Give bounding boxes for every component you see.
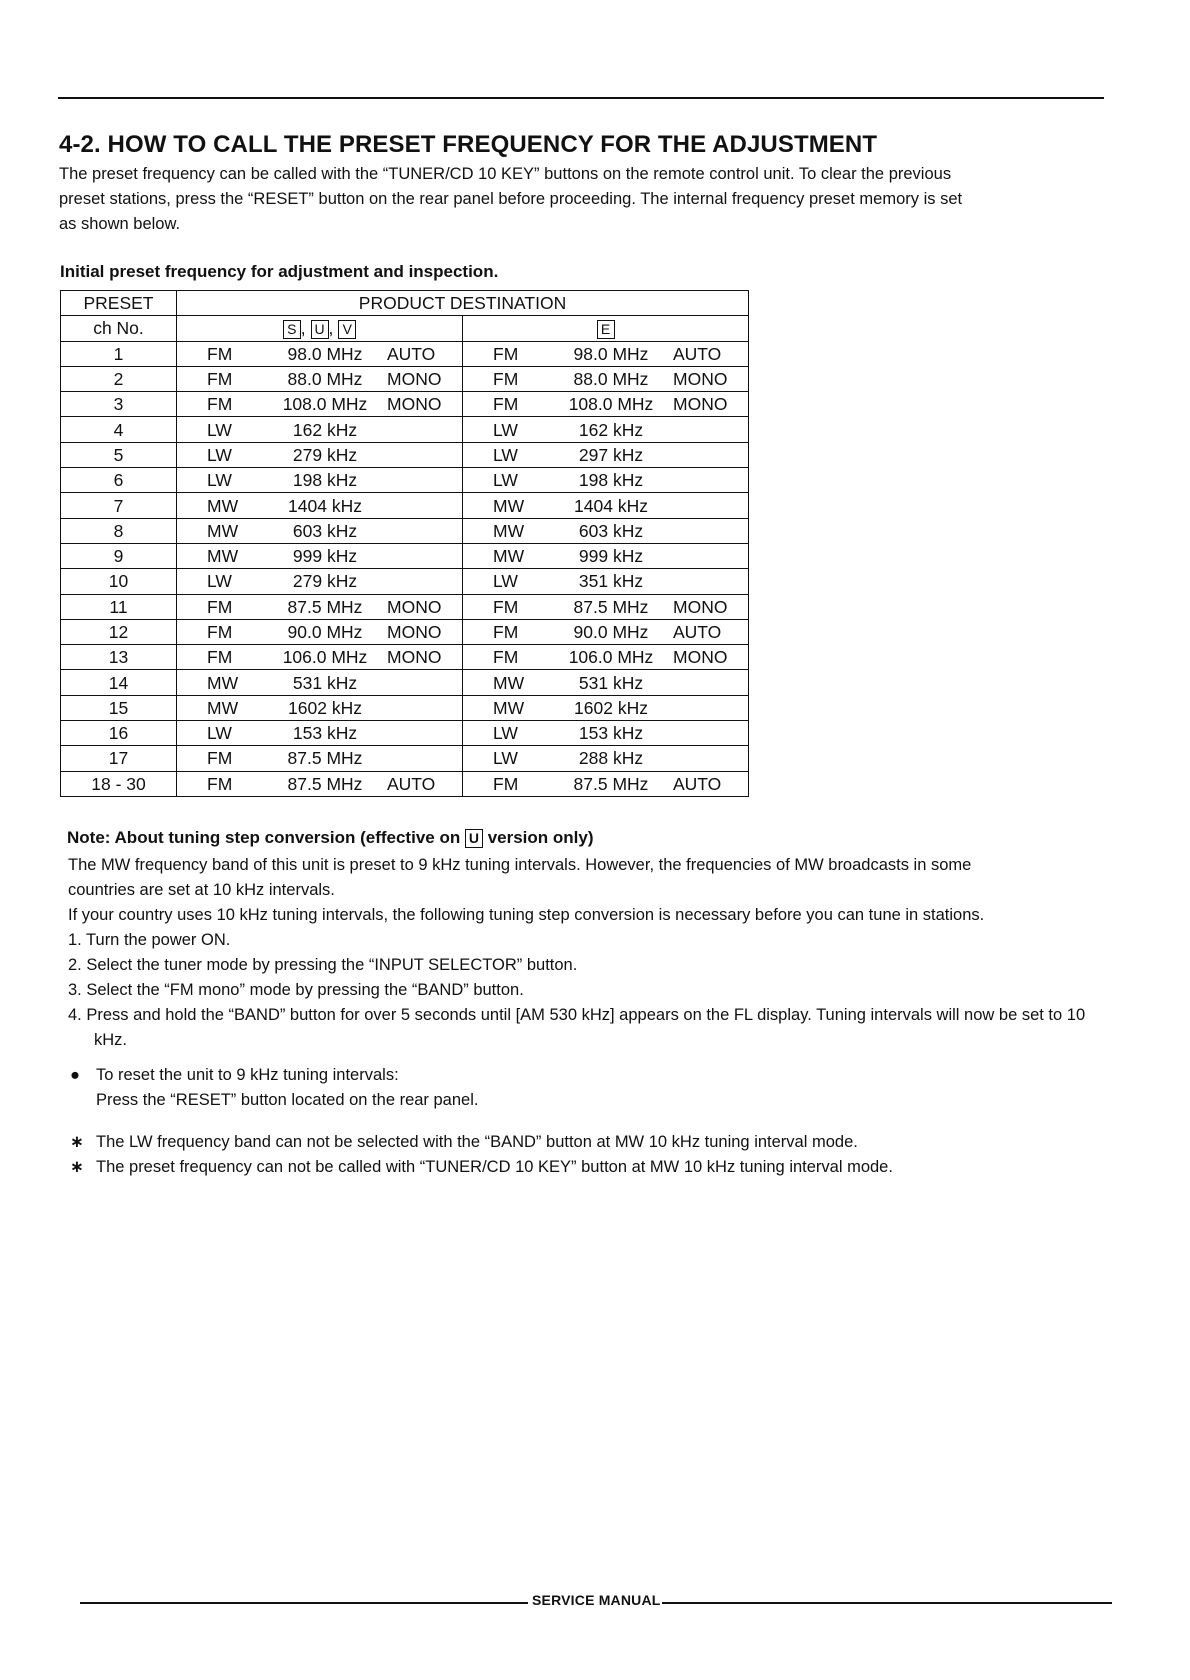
caution-text: The LW frequency band can not be selected with the “BAND” button at MW 10 kHz tuning interval mode. [96,1133,858,1151]
frequency-e: 999 kHz [555,543,667,568]
table-row [61,493,749,518]
mode-suv [381,493,463,518]
table-row [61,695,749,720]
step-item: 1. Turn the power ON. [68,931,231,949]
table-row [61,746,749,771]
frequency-e: 88.0 MHz [555,366,667,391]
frequency-suv: 1602 kHz [269,695,381,720]
table-row [61,468,749,493]
dest-code-e: E [597,320,615,339]
table-row [61,594,749,619]
mode-suv [381,468,463,493]
band-e: LW [463,442,556,467]
mode-suv [381,569,463,594]
preset-ch-no: 5 [61,442,177,467]
frequency-suv: 106.0 MHz [269,645,381,670]
mode-suv [381,518,463,543]
preset-ch-no: 3 [61,392,177,417]
frequency-suv: 999 kHz [269,543,381,568]
table-row [61,442,749,467]
footer-rule-left [80,1602,528,1604]
band-suv: LW [177,468,270,493]
mode-suv [381,442,463,467]
band-e: FM [463,619,556,644]
mode-e [667,746,749,771]
band-suv: MW [177,493,270,518]
band-suv: MW [177,518,270,543]
section-heading: 4-2. HOW TO CALL THE PRESET FREQUENCY FOR THE ADJUSTMENT [59,131,878,158]
mode-suv: MONO [381,366,463,391]
frequency-e: 1602 kHz [555,695,667,720]
frequency-suv: 87.5 MHz [269,771,381,796]
mode-e [667,569,749,594]
header-destination-suv [177,316,463,341]
note-dest-code-u: U [465,829,483,848]
frequency-e: 106.0 MHz [555,645,667,670]
note-paragraph [68,853,971,903]
frequency-e: 297 kHz [555,442,667,467]
mode-e [667,695,749,720]
footer-rule-right [662,1602,1112,1604]
preset-ch-no: 7 [61,493,177,518]
table-row [61,721,749,746]
dest-code-u: U [311,320,329,339]
mode-suv [381,695,463,720]
mode-suv: MONO [381,619,463,644]
band-suv: FM [177,594,270,619]
band-e: FM [463,366,556,391]
header-ch-no: ch No. [61,316,177,341]
frequency-suv: 87.5 MHz [269,594,381,619]
band-suv: LW [177,721,270,746]
preset-ch-no: 17 [61,746,177,771]
frequency-suv: 198 kHz [269,468,381,493]
frequency-e: 1404 kHz [555,493,667,518]
preset-ch-no: 2 [61,366,177,391]
preset-ch-no: 6 [61,468,177,493]
caution-text: The preset frequency can not be called with “TUNER/CD 10 KEY” button at MW 10 kHz tuning interval mode. [96,1158,893,1176]
band-suv: FM [177,341,270,366]
band-e: LW [463,417,556,442]
frequency-suv: 279 kHz [269,442,381,467]
table-row [61,366,749,391]
step-item: 3. Select the “FM mono” mode by pressing the “BAND” button. [68,981,524,999]
frequency-suv: 98.0 MHz [269,341,381,366]
preset-ch-no: 18 - 30 [61,771,177,796]
band-e: MW [463,543,556,568]
frequency-e: 603 kHz [555,518,667,543]
table-row [61,341,749,366]
header-preset: PRESET [61,291,177,316]
frequency-e: 198 kHz [555,468,667,493]
mode-e [667,442,749,467]
frequency-suv: 162 kHz [269,417,381,442]
mode-e: AUTO [667,771,749,796]
band-e: MW [463,518,556,543]
preset-ch-no: 13 [61,645,177,670]
frequency-suv: 108.0 MHz [269,392,381,417]
header-product-destination: PRODUCT DESTINATION [177,291,749,316]
mode-e [667,721,749,746]
frequency-e: 531 kHz [555,670,667,695]
reset-instruction [70,1063,478,1113]
reset-line: To reset the unit to 9 kHz tuning intervals: [96,1066,399,1084]
frequency-suv: 279 kHz [269,569,381,594]
band-suv: MW [177,695,270,720]
table-subheader-row [61,316,749,341]
band-e: FM [463,771,556,796]
intro-paragraph [59,162,1119,237]
band-e: LW [463,746,556,771]
band-e: FM [463,341,556,366]
preset-ch-no: 1 [61,341,177,366]
table-row [61,543,749,568]
mode-suv [381,746,463,771]
preset-ch-no: 11 [61,594,177,619]
band-suv: FM [177,392,270,417]
frequency-e: 90.0 MHz [555,619,667,644]
preset-ch-no: 8 [61,518,177,543]
table-row [61,569,749,594]
frequency-e: 288 kHz [555,746,667,771]
dest-separator: , [328,318,334,339]
preset-frequency-table [60,290,749,797]
table-row [61,417,749,442]
frequency-suv: 603 kHz [269,518,381,543]
intro-line: The preset frequency can be called with the “TUNER/CD 10 KEY” buttons on the remote control unit. To clear the previous [59,165,952,183]
caution-item [70,1130,858,1155]
frequency-e: 162 kHz [555,417,667,442]
band-e: LW [463,569,556,594]
note-title-text-end: version only) [487,828,594,847]
intro-line: preset stations, press the “RESET” button on the rear panel before proceeding. The internal frequency preset memory is set [59,190,963,208]
band-e: FM [463,645,556,670]
note-title [67,828,594,848]
mode-suv: MONO [381,594,463,619]
mode-e [667,543,749,568]
table-row [61,518,749,543]
asterisk-icon: ∗ [70,1158,84,1176]
preset-ch-no: 9 [61,543,177,568]
frequency-e: 87.5 MHz [555,771,667,796]
band-suv: FM [177,645,270,670]
band-e: LW [463,468,556,493]
band-e: LW [463,721,556,746]
preset-ch-no: 14 [61,670,177,695]
band-suv: FM [177,771,270,796]
mode-suv: AUTO [381,341,463,366]
band-e: MW [463,493,556,518]
band-suv: FM [177,746,270,771]
note-line: The MW frequency band of this unit is preset to 9 kHz tuning intervals. However, the frequencies of MW broadcasts in some [68,856,972,874]
frequency-suv: 87.5 MHz [269,746,381,771]
table-row [61,670,749,695]
frequency-e: 98.0 MHz [555,341,667,366]
note-line: countries are set at 10 kHz intervals. [68,881,335,899]
mode-e: MONO [667,392,749,417]
frequency-e: 87.5 MHz [555,594,667,619]
frequency-e: 108.0 MHz [555,392,667,417]
step-item: 2. Select the tuner mode by pressing the “INPUT SELECTOR” button. [68,956,578,974]
preset-ch-no: 4 [61,417,177,442]
band-e: MW [463,695,556,720]
mode-suv [381,417,463,442]
mode-suv: AUTO [381,771,463,796]
table-header-row [61,291,749,316]
dest-code-s: S [283,320,301,339]
table-row [61,771,749,796]
mode-suv: MONO [381,392,463,417]
frequency-e: 351 kHz [555,569,667,594]
mode-suv: MONO [381,645,463,670]
preset-ch-no: 10 [61,569,177,594]
mode-suv [381,721,463,746]
mode-e: MONO [667,594,749,619]
table-title: Initial preset frequency for adjustment and inspection. [60,262,499,281]
top-rule [58,97,1104,99]
mode-e: MONO [667,645,749,670]
mode-e [667,417,749,442]
intro-line: as shown below. [59,215,181,233]
band-suv: LW [177,417,270,442]
conversion-steps [68,928,1108,1053]
note-condition: If your country uses 10 kHz tuning intervals, the following tuning step conversion is necessary before you can tune in stations. [68,906,985,924]
header-destination-e [463,316,749,341]
band-suv: LW [177,569,270,594]
band-suv: LW [177,442,270,467]
mode-e [667,670,749,695]
band-e: FM [463,594,556,619]
preset-ch-no: 15 [61,695,177,720]
band-suv: FM [177,619,270,644]
footer-label: SERVICE MANUAL [532,1592,661,1608]
mode-suv [381,670,463,695]
mode-e [667,468,749,493]
bullet-dot-icon: ● [70,1066,80,1084]
table-row [61,645,749,670]
band-e: MW [463,670,556,695]
frequency-suv: 1404 kHz [269,493,381,518]
mode-e [667,518,749,543]
dest-code-v: V [338,320,356,339]
table-row [61,392,749,417]
table-row [61,619,749,644]
mode-suv [381,543,463,568]
dest-separator: , [300,318,306,339]
reset-line: Press the “RESET” button located on the rear panel. [96,1091,479,1109]
asterisk-icon: ∗ [70,1133,84,1151]
mode-e: MONO [667,366,749,391]
frequency-suv: 531 kHz [269,670,381,695]
band-suv: MW [177,543,270,568]
frequency-suv: 88.0 MHz [269,366,381,391]
note-title-text: Note: About tuning step conversion (effective on [67,828,461,847]
band-suv: FM [177,366,270,391]
frequency-suv: 153 kHz [269,721,381,746]
band-suv: MW [177,670,270,695]
preset-ch-no: 12 [61,619,177,644]
mode-e [667,493,749,518]
band-e: FM [463,392,556,417]
preset-ch-no: 16 [61,721,177,746]
caution-item [70,1155,893,1180]
frequency-e: 153 kHz [555,721,667,746]
frequency-suv: 90.0 MHz [269,619,381,644]
step-item: 4. Press and hold the “BAND” button for over 5 seconds until [AM 530 kHz] appears on the FL display. Tuning intervals will now be set to 10 kHz. [68,1006,1086,1049]
mode-e: AUTO [667,619,749,644]
mode-e: AUTO [667,341,749,366]
